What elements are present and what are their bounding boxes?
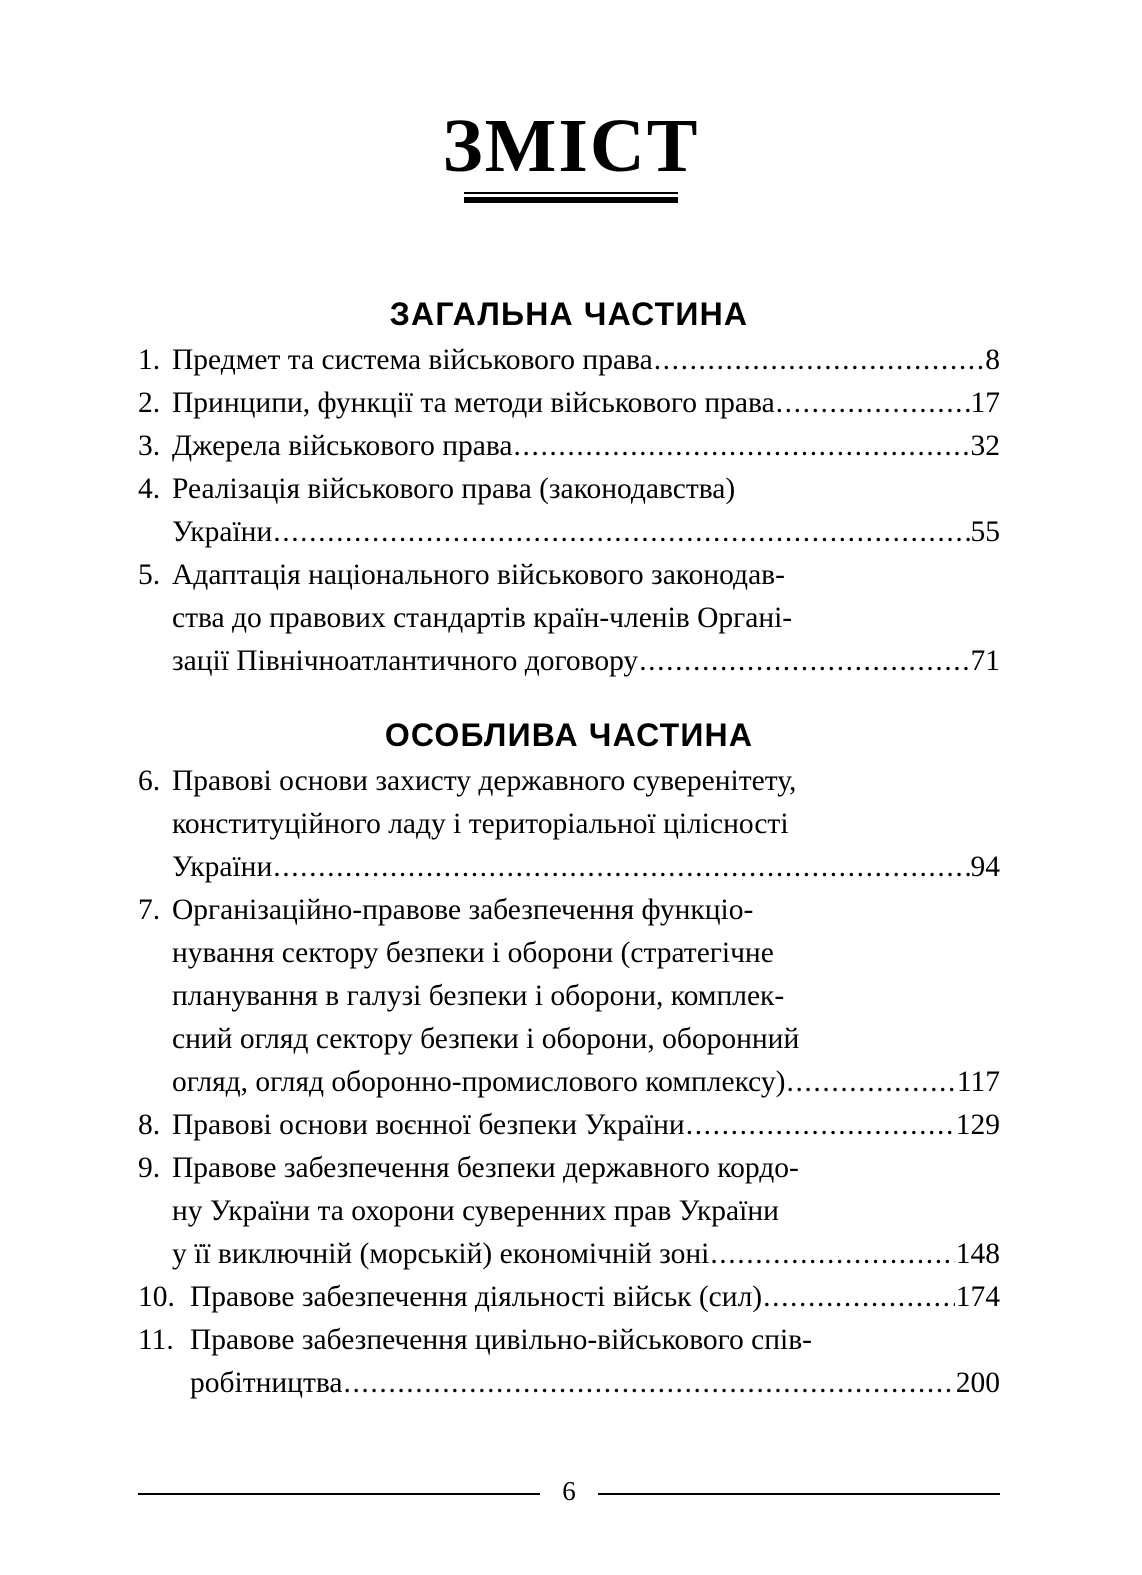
toc-entry-1-2[interactable] [138,1104,1000,1147]
toc-entry-1-5-page: 200 [955,1367,1000,1399]
title-underline [464,192,678,203]
toc-entry-1-5-line [138,1319,1000,1362]
toc-entry-1-3-label-cont: ну України та охорони суверенних прав України [172,1195,779,1227]
toc-entry-1-5-number: 11. [138,1324,174,1356]
toc-entry-0-4-label-cont: ства до правових стандартів країн-членів Органі- [172,602,793,634]
toc-entry-0-3-leader [273,511,969,554]
toc-entry-0-4-label-cont: Адаптація національного військового законодав- [172,559,785,591]
toc-entry-0-3[interactable] [138,511,1000,554]
toc-entry-1-1-label-cont: сний огляд сектору безпеки і оборони, оборонний [172,1023,800,1055]
toc-entry-1-2-number: 8. [138,1109,161,1141]
toc-entry-0-2-page: 32 [970,430,1000,462]
toc-entry-0-1-leader [776,382,970,425]
toc-entry-0-1-label: Принципи, функції та методи військового права [172,387,775,419]
toc-entry-0-3-line [138,468,1000,511]
toc-entry-1-1-line [138,975,1000,1018]
footer-rule-right [598,1493,1000,1495]
toc-entry-0-3-label-cont: Реалізація військового права (законодавства) [172,473,736,505]
toc-entry-1-4-leader [763,1276,955,1319]
toc-entry-1-2-page: 129 [955,1109,1000,1141]
toc-entry-0-0-leader [654,339,985,382]
toc-entry-1-1[interactable] [138,1061,1000,1104]
toc-entry-0-2[interactable] [138,425,1000,468]
page-title: ЗМІСТ [442,104,700,188]
toc-entry-0-4-label: зації Північноатлантичного договору [172,645,639,677]
toc-entry-1-0-number: 6. [138,765,161,797]
toc-entry-1-2-leader [686,1104,955,1147]
toc-entry-0-4-line [138,597,1000,640]
toc-entry-1-1-leader [786,1061,955,1104]
page-title-block [0,0,1142,203]
toc-entry-0-2-number: 3. [138,430,161,462]
toc-entry-1-5[interactable] [138,1362,1000,1405]
toc-entry-0-4-page: 71 [970,645,1000,677]
toc-entry-1-1-label-cont: планування в галузі безпеки і оборони, комплек- [172,980,785,1012]
toc-entry-0-0-label: Предмет та система військового права [172,344,653,376]
toc-entry-0-3-page: 55 [970,516,1000,548]
toc-entry-0-4-leader [639,640,969,683]
footer-page-number: 6 [562,1476,576,1506]
toc-entry-0-4[interactable] [138,640,1000,683]
toc-entry-1-5-leader [343,1362,954,1405]
toc-entry-0-2-leader [514,425,970,468]
toc-entry-0-3-number: 4. [138,473,161,505]
toc-entry-0-4-line [138,554,1000,597]
toc-entry-1-3-line [138,1190,1000,1233]
page-footer [138,1476,1000,1507]
toc-entry-1-1-label: огляд, огляд оборонно-промислового комплексу) [172,1066,786,1098]
toc-entry-1-1-line [138,932,1000,975]
toc-entry-1-4-label: Правове забезпечення діяльності військ (сил) [190,1281,763,1313]
toc-entry-1-5-label-cont: Правове забезпечення цивільно-військового спів- [190,1324,812,1356]
toc-entry-1-3-label: у її виключній (морській) економічній зоні [172,1238,710,1270]
toc-entry-1-3[interactable] [138,1233,1000,1276]
toc-entry-1-3-page: 148 [955,1238,1000,1270]
toc-entry-1-1-label-cont: Організаційно-правове забезпечення функціо- [172,894,754,926]
section-heading-0: ЗАГАЛЬНА ЧАСТИНА [389,296,749,332]
toc-entry-1-3-line [138,1147,1000,1190]
toc-entry-0-0[interactable] [138,339,1000,382]
toc-entry-1-1-line [138,889,1000,932]
toc-entry-1-0-line [138,760,1000,803]
toc-entry-1-1-page: 117 [956,1066,1000,1098]
toc-entry-0-2-label: Джерела військового права [172,430,513,462]
toc-entry-1-0-line [138,803,1000,846]
toc-entry-1-4-number: 10. [138,1281,175,1313]
footer-rule-left [138,1493,540,1495]
toc-entry-1-0-label: України [172,851,273,883]
toc-entry-0-1[interactable] [138,382,1000,425]
toc-entry-1-0-label-cont: Правові основи захисту державного суверенітету, [172,765,797,797]
toc-entry-1-3-number: 9. [138,1152,161,1184]
toc-entry-1-0-leader [273,846,969,889]
toc-entry-1-4[interactable] [138,1276,1000,1319]
toc-content [138,262,1000,1405]
toc-entry-1-3-label-cont: Правове забезпечення безпеки державного кордо- [172,1152,799,1184]
toc-entry-1-0-page: 94 [970,851,1000,883]
toc-entry-1-0[interactable] [138,846,1000,889]
title-underline-thin [464,192,678,194]
toc-entry-1-1-number: 7. [138,894,161,926]
toc-entry-0-1-number: 2. [138,387,161,419]
toc-entry-0-0-number: 1. [138,344,161,376]
toc-entry-0-4-number: 5. [138,559,161,591]
toc-entry-0-3-label: України [172,516,273,548]
toc-entry-1-0-label-cont: конституційного ладу і територіальної цілісності [172,808,789,840]
toc-entry-1-1-label-cont: нування сектору безпеки і оборони (стратегічне [172,937,774,969]
toc-entry-1-2-label: Правові основи воєнної безпеки України [172,1109,685,1141]
toc-entry-1-1-line [138,1018,1000,1061]
toc-entry-0-0-page: 8 [985,344,1000,376]
toc-entry-1-5-label: робітництва [190,1367,343,1399]
toc-entry-0-1-page: 17 [970,387,1000,419]
section-heading-1: ОСОБЛИВА ЧАСТИНА [384,717,754,753]
toc-entry-1-3-leader [710,1233,954,1276]
toc-entry-1-4-page: 174 [955,1281,1000,1313]
title-underline-thick [464,197,678,203]
